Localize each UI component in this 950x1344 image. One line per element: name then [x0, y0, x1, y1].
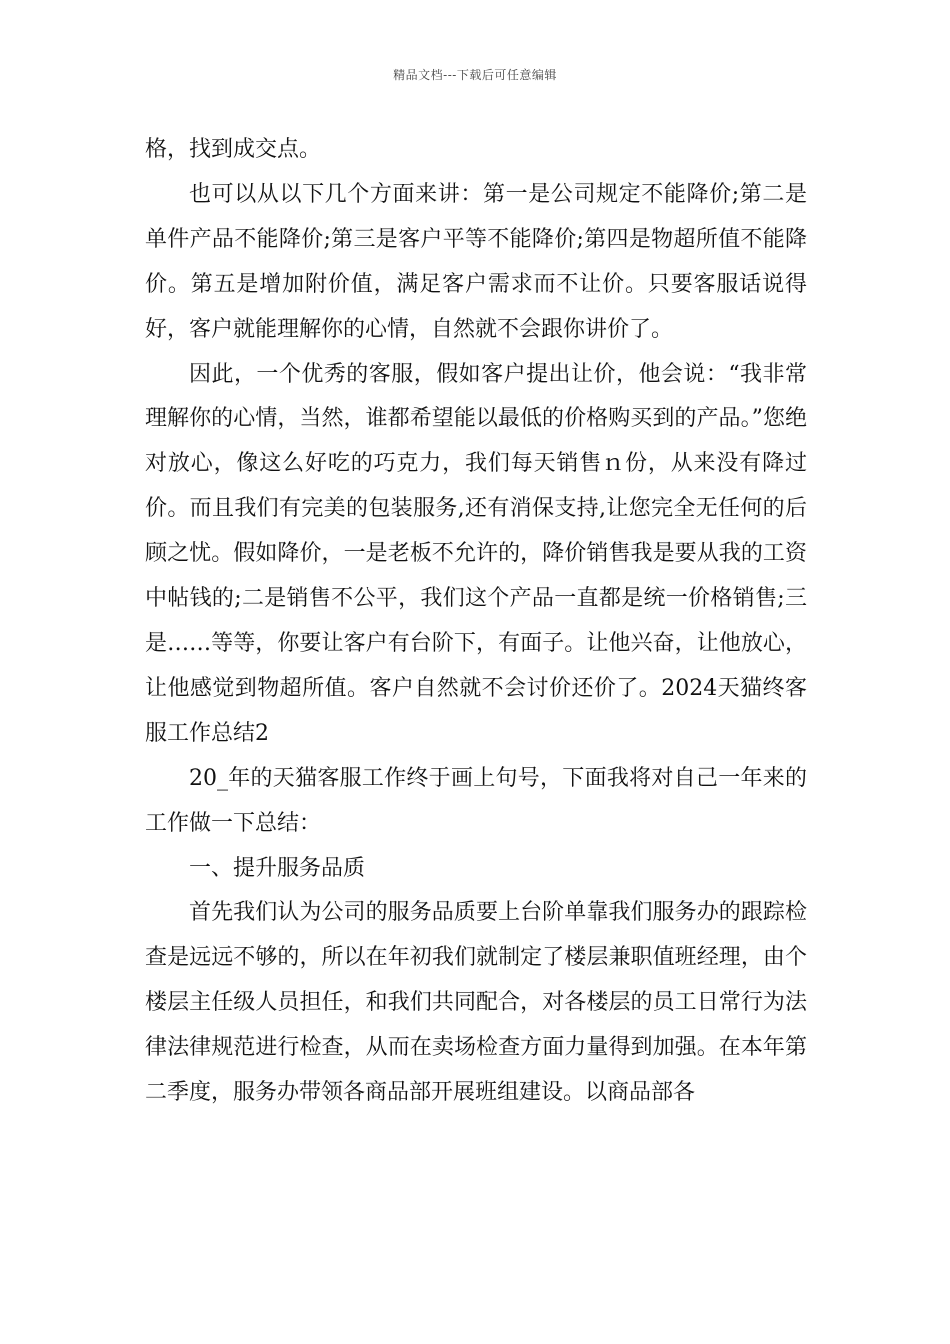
paragraph-2: 也可以从以下几个方面来讲：第一是公司规定不能降价;第二是单件产品不能降价;第三是客户平等不能降价;第四是物超所值不能降价。第五是增加附价值，满足客户需求而不让价。只要客服话说得好，客户就能理解你的心情，自然就不会跟你讲价了。 — [145, 181, 807, 342]
page-header: 精品文档---下载后可任意编辑 — [393, 68, 557, 82]
paragraph-4: 20_年的天猫客服工作终于画上句号，下面我将对自己一年来的工作做一下总结： — [145, 765, 807, 836]
document-body — [145, 128, 807, 1116]
paragraph-1: 格，找到成交点。 — [145, 137, 322, 162]
paragraph-5: 首先我们认为公司的服务品质要上台阶单靠我们服务办的跟踪检查是远远不够的，所以在年初我们就制定了楼层兼职值班经理，由个楼层主任级人员担任，和我们共同配合，对各楼层的员工日常行为法律法律规范进行检查，从而在卖场检查方面力量得到加强。在本年第二季度，服务办带领各商品部开展班组建设。以商品部各 — [145, 900, 807, 1106]
paragraph-3: 因此，一个优秀的客服，假如客户提出让价，他会说：“我非常理解你的心情，当然，谁都希望能以最低的价格购买到的产品。”您绝对放心，像这么好吃的巧克力，我们每天销售ｎ份，从来没有降过价。而且我们有完美的包装服务,还有消保支持,让您完全无任何的后顾之忧。假如降价，一是老板不允许的，降价销售我是要从我的工资中帖钱的;二是销售不公平，我们这个产品一直都是统一价格销售;三是……等等，你要让客户有台阶下，有面子。让他兴奋，让他放心，让他感觉到物超所值。客户自然就不会讨价还价了。2024天猫终客服工作总结2 — [145, 361, 807, 746]
section-heading: 一、提升服务品质 — [189, 855, 366, 881]
